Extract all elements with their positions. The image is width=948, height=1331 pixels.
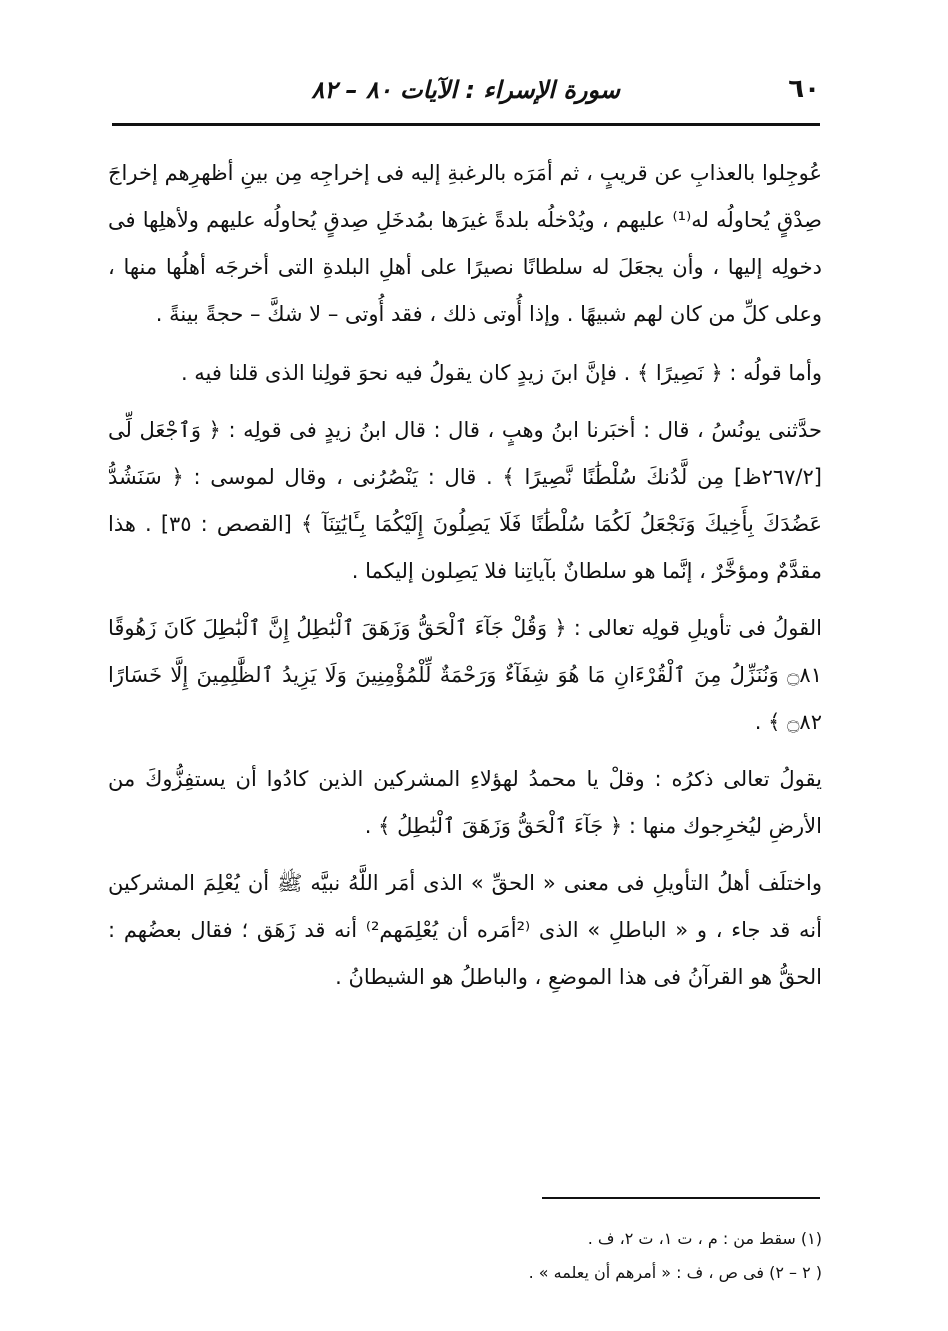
footnote: (١) سقط من : م ، ت ١، ت ٢، ف . <box>587 1229 822 1248</box>
main-text <box>108 150 822 1011</box>
paragraph: وأما قولُه : ﴿ نَصِيرًا ﴾ . فإنَّ ابنَ زيدٍ كان يقولُ فيه نحوَ قولِنا الذى قلنا فيه . <box>180 361 822 385</box>
footnotes <box>108 1222 822 1290</box>
paragraph: واختلَف أهلُ التأويلِ فى معنى « الحقِّ » الذى أمَر اللَّهُ نبيَّه ﷺ أن يُعْلِمَ المشركين أنه قد جاء ، و « الباطلِ » الذى ⁽²أمَره أن يُعْلِمَهم²⁾ أنه قد زَهَق ؛ فقال بعضُهم : الحقُّ هو القرآنُ فى هذا الموضعِ ، والباطلُ هو الشيطانُ . <box>108 871 822 989</box>
paragraph: يقولُ تعالى ذكرُه : وقلْ يا محمدُ لهؤلاءِ المشركين الذين كادُوا أن يستفِزُّوكَ من الأرضِ ليُخرِجوك منها : ﴿ جَآءَ ٱلْحَقُّ وَزَهَقَ ٱلْبَٰطِلُ ﴾ . <box>108 767 822 838</box>
page-number: ٦٠ <box>788 74 820 104</box>
footnote: ( ٢ – ٢) فى ص ، ف : « أمرهم أن يعلمه » . <box>528 1263 822 1282</box>
footnote-divider <box>542 1197 820 1199</box>
page-header <box>112 74 820 114</box>
paragraph: حدَّثنى يونُسُ ، قال : أخبَرنا ابنُ وهبٍ ، قال : قال ابنُ زيدٍ فى قولِه : ﴿ وَٱجْعَل لِّى [٢٦٧/٢ظ] مِن لَّدُنكَ سُلْطَٰنًا نَّصِيرًا ﴾ . قال : يَنْصُرُنى ، وقال لموسى : ﴿ سَنَشُدُّ عَضُدَكَ بِأَخِيكَ وَنَجْعَلُ لَكُمَا سُلْطَٰنًا فَلَا يَصِلُونَ إِلَيْكُمَا بِـَٔايَٰتِنَآ ﴾ [القصص : ٣٥] . هذا مقدَّمٌ ومؤخَّرٌ ، إنَّما هو سلطانٌ بآياتِنا فلا يَصِلون إليكما . <box>108 418 822 583</box>
running-title: سورة الإسراء : الآيات ٨٠ – ٨٢ <box>311 76 620 104</box>
paragraph: عُوجِلوا بالعذابِ عن قريبٍ ، ثم أمَرَه بالرغبةِ إليه فى إخراجِه مِن بينِ أظهرِهم إخراجَ صِدْقٍ يُحاولُه له⁽¹⁾ عليهم ، ويُدْخلُه بلدةً غيرَها بمُدخَلِ صِدقٍ يُحاولُه عليهم ولأهلِها فى دخولِه إليها ، وأن يجعَلَ له سلطانًا نصيرًا على أهلِ البلدةِ التى أخرجَه أهلُها منها ، وعلى كلِّ من كان لهم شبيهًا . وإذا أُوتى ذلك ، فقد أُوتى – لا شكَّ – حجةً بينةً . <box>108 161 822 326</box>
header-divider <box>112 123 820 126</box>
paragraph-verse-heading: القولُ فى تأويلِ قولِه تعالى : ﴿ وَقُلْ جَآءَ ٱلْحَقُّ وَزَهَقَ ٱلْبَٰطِلُ إِنَّ ٱلْبَٰطِلَ كَانَ زَهُوقًا ۝٨١ وَنُنَزِّلُ مِنَ ٱلْقُرْءَانِ مَا هُوَ شِفَآءٌ وَرَحْمَةٌ لِّلْمُؤْمِنِينَ وَلَا يَزِيدُ ٱلظَّٰلِمِينَ إِلَّا خَسَارًا ۝٨٢ ﴾ . <box>108 616 822 734</box>
